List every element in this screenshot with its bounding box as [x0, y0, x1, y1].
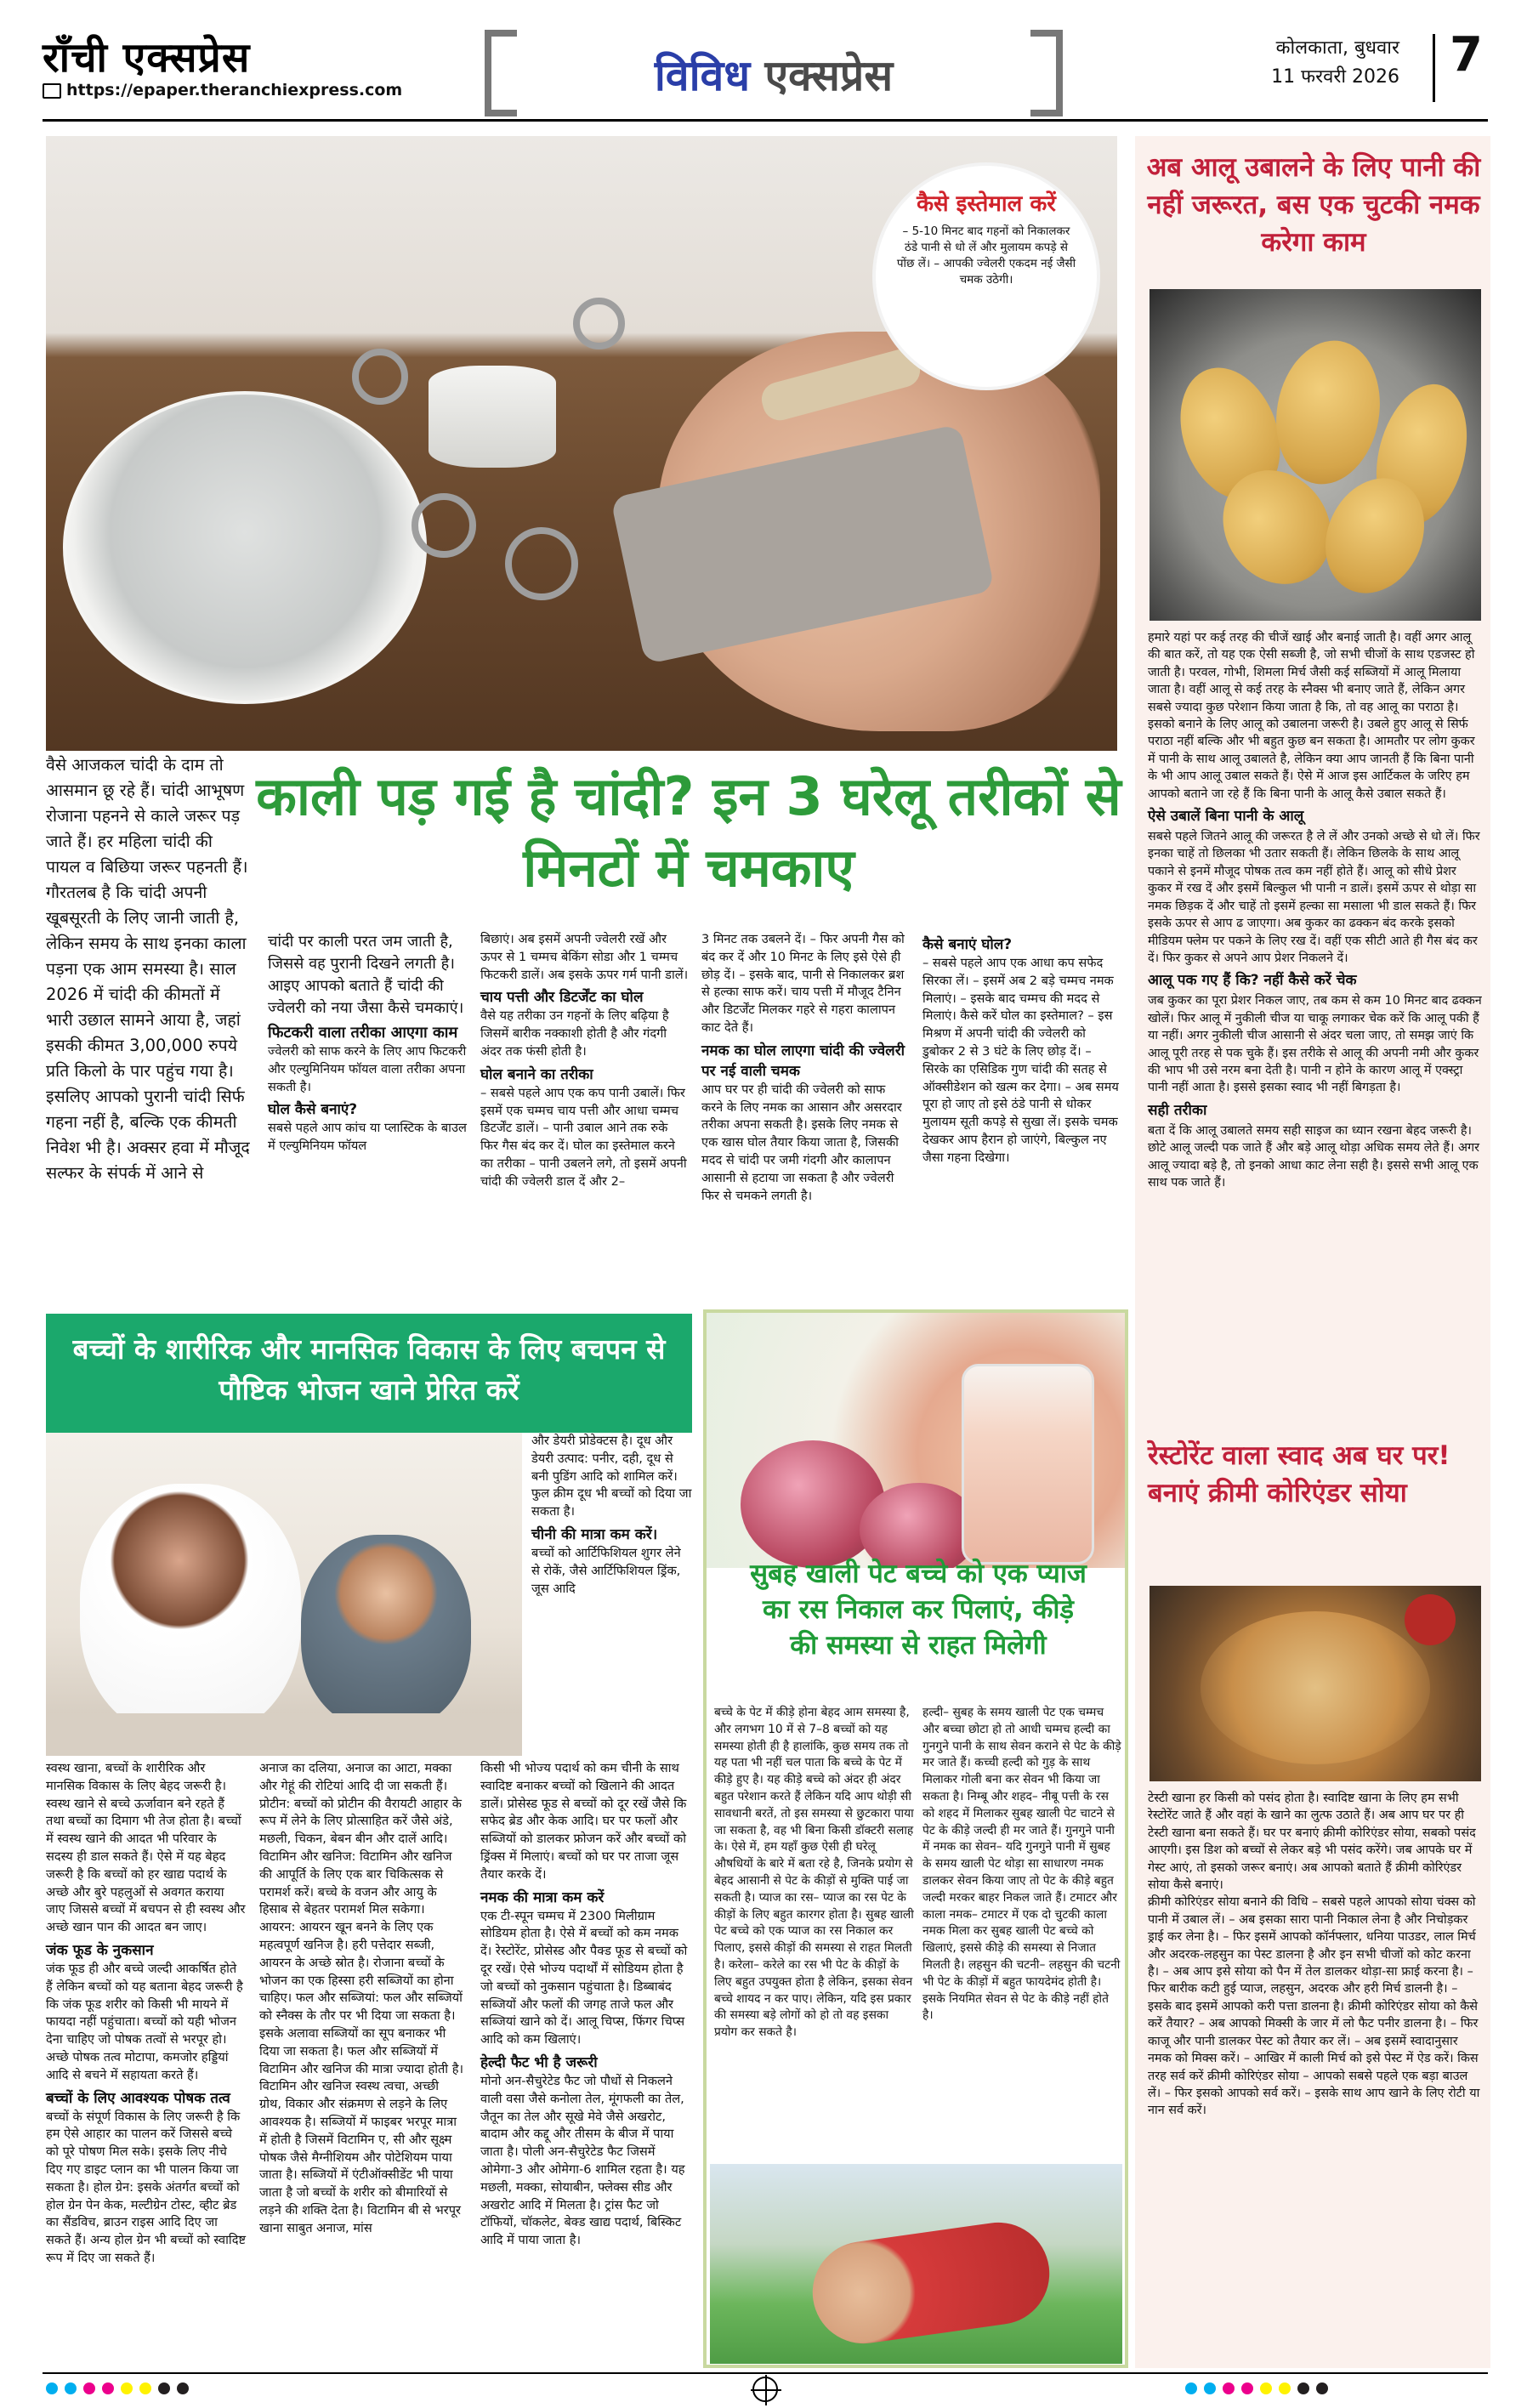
silver-col-1 — [268, 931, 468, 1156]
para: वैसे यह तरीका उन गहनों के लिए बढ़िया है जिसमें बारीक नक्काशी होती है और गंदगी अंदर तक फंसी होती है। — [480, 1008, 669, 1059]
dot — [121, 2382, 133, 2394]
para: और डेयरी प्रोडेक्टस है। दूध और डेयरी उत्पाद: पनीर, दही, दूध से बनी पुडिंग आदि को शामिल करें। फुल क्रीम दूध भी बच्चों को दिया जा सकता है। — [531, 1434, 692, 1519]
color-dots-left — [43, 2377, 192, 2402]
para: एक टी-स्पून चम्मच में 2300 मिलीग्राम सोडियम होता है। ऐसे में बच्चों को कम नमक दें। रेस्टोरेंट, प्रोसेस्ड और पैक्ड फूड से बच्चों को दूर रखें। ऐसे भोज्य पदार्थों में सोडियम होता है जो बच्चों को नुकसान पहुंचाता है। डिब्बाबंद सब्जियों और फलों की जगह ताजे फल और सब्जियां खाने को दें। आलू चिप्स, फिंगर चिप्स आदि को कम खिलाएं। — [480, 1908, 688, 2047]
para: जब कुकर का पूरा प्रेशर निकल जाए, तब कम से कम 10 मिनट बाद ढक्कन खोलें। फिर आलू में नुकीली चीज या चाकू लगाकर चेक करें कि आलू पकी हैं या नहीं। अगर नुकीली चीज आसानी से अंदर चला जाए, तो समझ जाएं कि आलू पूरी तरह से पक चुके हैं। इस तरीके से आलू की अपनी नमी और कुकर की भाप भी उसे नरम बना देती है। पानी न होने के कारण आलू में एक्स्ट्रा पानी नहीं आता है। इससे इसका स्वाद भी नहीं बिगड़ता है। — [1148, 994, 1482, 1095]
subhead: नमक का घोल लाएगा चांदी की ज्वेलरी पर नई वाली चमक — [701, 1042, 905, 1080]
url-text: https://epaper.theranchiexpress.com — [66, 81, 403, 99]
child-shape — [301, 1535, 471, 1730]
newspaper-logo — [43, 29, 383, 80]
table-shape — [46, 1713, 522, 1756]
dateline — [1178, 34, 1399, 92]
para: चांदी पर काली परत जम जाती है, जिससे वह पुरानी दिखने लगती है। आइए आपको बताते हैं चांदी की ज्वेलरी को नया जैसा कैसे चमकाएं। — [268, 933, 464, 1017]
para: स्वस्थ खाना, बच्चों के शारीरिक और मानसिक विकास के लिए बेहद जरूरी है। स्वस्थ खाने से बच्चे ऊर्जावान बने रहते हैं तथा बच्चों का दिमाग भी तेज होता है। बच्चों में स्वस्थ खाने की आदत भी परिवार के सदस्य ही डाल सकते हैं। ऐसे में यह बेहद जरूरी है कि बच्चों को हर खाद्य पदार्थ के अच्छे और बुरे पहलुओं से अवगत कराया जाए जिससे बच्चों में बचपन से ही स्वस्थ और अच्छे खान पान की आदत बन जाए। — [46, 1761, 246, 1935]
dot — [177, 2382, 189, 2394]
dot — [1223, 2382, 1235, 2394]
section-title — [485, 45, 1063, 103]
silver-headline: काली पड़ गई है चांदी? इन 3 घरेलू तरीकों से मिनटों में चमकाए — [256, 765, 1121, 899]
juice-jar-shape — [962, 1364, 1094, 1565]
onion-shape — [860, 1483, 979, 1568]
kids-col-1 — [46, 1760, 246, 2268]
korma-headline: रेस्टोरेंट वाला स्वाद अब घर पर! बनाएं क्रीमी कोरिएंडर सोया — [1148, 1440, 1450, 1508]
silver-intro: वैसे आजकल चांदी के दाम तो आसमान छू रहे हैं। चांदी आभूषण रोजाना पहनने से काले जरूर पड़ जाते हैं। हर महिला चांदी की पायल व बिछिया जरूर पहनती हैं। गौरतलब है कि चांदी अपनी खूबसूरती के लिए जानी जाती है, लेकिन समय के साथ इनका काला पड़ना एक आम समस्या है। साल 2026 में चांदी की कीमतों में भारी उछाल सामने आया है, जहां इसकी कीमत 3,00,000 रुपये प्रति किलो के पार पहुंच गया है। इसलिए आपको पुरानी चांदी सिर्फ गहना नहीं है, बल्कि एक कीमती निवेश भी है। अक्सर हवा में मौजूद सल्फर के संपर्क में आने से — [46, 755, 250, 1183]
dot — [46, 2382, 58, 2394]
onion-shape — [741, 1440, 885, 1568]
dot — [83, 2382, 95, 2394]
para: किसी भी भोज्य पदार्थ को कम चीनी के साथ स्वादिष्ट बनाकर बच्चों को खिलाने की आदत डालें। प्रोसेस्ड फूड से बच्चों को दूर रखें जैसे कि सफेद ब्रेड और केक आदि। घर पर फलों और सब्जियों को डालकर फ्रोजन करें और बच्चों को ड्रिंक्स में मिलाएं। बच्चों को घर पर ताजा जूस तैयार करके दें। — [480, 1761, 687, 1882]
dot — [1279, 2382, 1291, 2394]
para: बच्चों के संपूर्ण विकास के लिए जरूरी है कि हम ऐसे आहार का पालन करें जिससे बच्चे को पूरे पोषण मिल सके। इसके लिए नीचे दिए गए डाइट प्लान का भी पालन किया जा सकता है। होल ग्रेन: इसके अंतर्गत बच्चों को होल ग्रेन पेन केक, मल्टीग्रेन टोस्ट, व्हीट ब्रेड का सैंडविच, ब्राउन राइस आदि दिए जा सकते हैं। अन्य होल ग्रेन भी बच्चों को स्वादिष्ट रूप में दिए जा सकते हैं। — [46, 2109, 246, 2265]
subhead: जंक फूड के नुकसान — [46, 1941, 154, 1959]
subhead: घोल कैसे बनाएं? — [268, 1101, 358, 1119]
footer-rule — [43, 2372, 1488, 2374]
para: अनाज का दलिया, अनाज का आटा, मक्का और गेहूं की रोटियां आदि दी जा सकती हैं। प्रोटीन: बच्चों को प्रोटीन की वैरायटी आहार के रूप में लेने के लिए प्रोत्साहित करें जैसे अंडे, मछली, चिकन, बेबन बीन और दालें आदि। विटामिन और खनिज: विटामिन और खनिज की आपूर्ति के लिए एक बार चिकित्सक से परामर्श करें। बच्चे के वजन और आयु के हिसाब से बेहतर परामर्श मिल सकेगा। आयरन: आयरन खून बनने के लिए एक महत्वपूर्ण खनिज है। हरी पत्तेदार सब्जी, आयरन के अच्छे स्रोत है। रोजाना बच्चों के भोजन का एक हिस्सा हरी सब्जियों का होना चाहिए। फल और सब्जियां: फल और सब्जियों को स्नैक्स के तौर पर भी दिया जा सकता है। इसके अलावा सब्जियों का सूप बनाकर भी दिया जा सकता है। फल और सब्जियों में विटामिन और खनिज की मात्रा ज्यादा होती है। विटामिन और खनिज स्वस्थ त्वचा, अच्छी ग्रोथ, विकार और संक्रमण से लड़ने के लिए आवश्यक है। सब्जियों में फाइबर भरपूर मात्रा में होती है जिसमें विटामिन ए, सी और सूक्ष्म पोषक जैसे मैग्नीशियम और पोटेशियम पाया जाता है। सब्जियों में एंटीऑक्सीडेंट भी पाया जाता है जो बच्चों के शरीर को बीमारियों से लड़ने की शक्ति देता है। विटामिन बी से भरपूर खाना साबुत अनाज, मांस — [259, 1761, 464, 2235]
potato-shape — [1265, 332, 1391, 492]
potato-headline: अब आलू उबालने के लिए पानी की नहीं जरूरत, बस एक चुटकी नमक करेगा काम — [1146, 152, 1481, 258]
web-icon — [43, 83, 61, 99]
dot — [1204, 2382, 1216, 2394]
para: सबसे पहले जितने आलू की जरूरत है ले लें और उनको अच्छे से धो लें। फिर इनका चाहें तो छिलका भी उतार सकती हैं। लेकिन छिलके के साथ आलू पकाने से इनमें मौजूद पोषक तत्व कम नहीं होते हैं। आलू को सीधे प्रेशर कुकर में रख दें और इसमें बिल्कुल भी पानी न डालें। इसमें ऊपर से थोड़ा सा नमक छिड़क दें और चाहें तो इसमें हल्का सा मसाला भी डाल सकते हैं। फिर इसके ऊपर से आप ढ जाएगा। अब कुकर का ढक्कन बंद करके इसको मीडियम फ्लेम पर पकने के लिए रख दें। वहीं एक सीटी आते ही गैस बंद कर दें। फिर कुकर से अपने आप प्रेशर निकलने दें। — [1148, 830, 1480, 965]
sick-child-photo — [710, 2164, 1122, 2364]
potato-body — [1148, 629, 1484, 1191]
para: ज्वेलरी को साफ करने के लिए आप फिटकरी और एल्युमिनियम फॉयल वाला तरीका अपना सकती है। — [268, 1044, 467, 1094]
subhead: बच्चों के लिए आवश्यक पोषक तत्व — [46, 2089, 230, 2107]
dot — [158, 2382, 170, 2394]
subhead: चीनी की मात्रा कम करें। — [531, 1525, 658, 1543]
ring-shape — [412, 493, 476, 558]
para: बता दें कि आलू उबालते समय सही साइज का ध्यान रखना बेहद जरूरी है। छोटे आलू जल्दी पक जाते हैं और बड़े आलू थोड़ा अधिक समय लेते हैं। अगर आलू ज्यादा बड़े है, तो इनको आधा काट लेना सही है। इससे सभी आलू एक साथ पक जाते हैं। — [1148, 1123, 1479, 1190]
silver-col-4 — [922, 931, 1120, 1167]
city-day: कोलकाता, बुधवार — [1275, 37, 1399, 59]
para: आप घर पर ही चांदी की ज्वेलरी को साफ करने के लिए नमक का आसान और असरदार तरीका अपना सकती है। इसके लिए नमक से एक खास घोल तैयार किया जाता है, जिसकी मदद से चांदी पर जमी गंदगी और कालापन आसानी से हटाया जा सकता है और ज्वेलरी फिर से चमकने लगती है। — [701, 1082, 902, 1203]
child-shape — [806, 2216, 1056, 2350]
subhead: हेल्दी फैट भी है जरूरी — [480, 2053, 598, 2071]
color-dots-right — [1182, 2377, 1331, 2402]
dot — [139, 2382, 151, 2394]
header-rule — [43, 119, 1488, 122]
issue-date: 11 फरवरी 2026 — [1271, 66, 1399, 88]
tomato-shape — [1405, 1594, 1456, 1645]
kids-col-4 — [480, 1760, 693, 2250]
kids-col-2 — [531, 1433, 693, 1598]
section-title-b: एक्सप्रेस — [764, 50, 894, 100]
para: – सबसे पहले आप एक आधा कप सफेद सिरका लें। – इसमें अब 2 बड़े चम्मच नमक मिलाएं। – इसके बाद चम्मच की मदद से मिलाएं। कैसे करें घोल का इस्तेमाल? – इस मिश्रण में अपनी चांदी की ज्वेलरी को डुबोकर 2 से 3 घंटे के लिए छोड़ दें। – सिरके का एसिडिक गुण चांदी की सतह से ऑक्सीडेशन को खत्म कर देगा। – अब समय पूरा हो जाए तो इसे ठंडे पानी से धोकर मुलायम सूती कपड़े से सुखा लें। इसके चमक देखकर आप हैरान हो जाएंगे, बिल्कुल नए जैसा गहना दिखेगा। — [922, 956, 1119, 1165]
subhead: घोल बनाने का तरीका — [480, 1065, 593, 1083]
para: टेस्टी खाना हर किसी को पसंद होता है। स्वादिष्ट खाना के लिए हम सभी रेस्टोरेंट जाते हैं और वहां के खाने का लुत्फ उठाते हैं। अब आप घर पर ही टेस्टी खाना बना सकते हैं। घर पर बनाएं क्रीमी कोरिएंडर सोया, सबको पसंद आएगी। इस डिश को बच्चों से लेकर बड़े भी पसंद करेंगे। जब आपके घर में गेस्ट आएं, तो इसको जरूर बनाएं। अब आपको बताते हैं क्रीमी कोरिएंडर सोया कैसे बनाएं। — [1148, 1792, 1476, 1893]
dot — [1241, 2382, 1253, 2394]
kids-photo — [46, 1433, 522, 1756]
para: जंक फूड ही और बच्चे जल्दी आकर्षित होते हैं लेकिन बच्चों को यह बताना बेहद जरूरी है कि जंक फूड शरीर को किसी भी मायने में फायदा नहीं पहुंचाता। बच्चों को यही भोजन देना चाहिए जो पोषक तत्वों से भरपूर हो। अच्छे पोषक तत्व मोटापा, कमजोर हड्डियां आदि से बचने में सहायता करते हैं। — [46, 1961, 243, 2082]
dot — [65, 2382, 77, 2394]
silver-col-3 — [701, 931, 910, 1205]
silver-col-2 — [480, 931, 689, 1191]
recipe: क्रीमी कोरिएंडर सोया बनाने की विधि – सबसे पहले आपको सोया चंक्स को पानी में उबाल लें। – अब इसका सारा पानी निकाल लेना है और निचोड़कर ड्राई कर लेना है। – फिर इसमें आपको कॉर्नफ्लार, धनिया पाउडर, लाल मिर्च और अदरक-लहसुन का पेस्ट डालना है और इन सभी चीजों को कोट करना है। – अब आप इसे सोया को पैन में तेल डालकर थोड़ा-सा फ्राई करना है। – फिर बारीक कटी हुई प्याज, लहसुन, अदरक और हरी मिर्च डालनी है। – इसके बाद इसमें आपको करी पत्ता डालना है। क्रीमी कोरिएंडर सोया को कैसे करें तैयार? – अब आपको मिक्सी के जार में लो फैट पनीर डालना है। – फिर काजू और पानी डालकर पेस्ट को तैयार कर लें। – अब इसमें स्वादानुसार नमक को मिक्स करें। – आखिर में काली मिर्च को इसे पेस्ट में ऐड करें। किस तरह सर्व करें क्रीमी कोरिएंडर सोया – आपको सबसे पहले एक बड़ा बाउल लें। – फिर इसको आपको सर्व करें। – इसके साथ आप खाने के लिए रोटी या नान सर्व करें। — [1148, 1895, 1480, 2118]
ring-shape — [505, 527, 578, 600]
dot — [1316, 2382, 1328, 2394]
bowl-shape — [63, 391, 427, 704]
subhead: फिटकरी वाला तरीका आएगा काम — [268, 1024, 458, 1042]
subhead: ऐसे उबालें बिना पानी के आलू — [1148, 808, 1304, 826]
section-header — [485, 30, 1063, 106]
bowl-shape — [1201, 1611, 1430, 1764]
subhead: आलू पक गए हैं कि? नहीं कैसे करें चेक — [1148, 972, 1357, 990]
dot — [1297, 2382, 1309, 2394]
subhead: चाय पत्ती और डिटर्जेंट का घोल — [480, 989, 644, 1007]
mother-shape — [80, 1484, 301, 1739]
onion-col-1: बच्चे के पेट में कीड़े होना बेहद आम समस्या है, और लगभग 10 में से 7–8 बच्चों को यह समस्या होती ही है हालांकि, कुछ समय तक तो यह पता भी नहीं चल पाता कि बच्चे के पेट में कीड़े हुए है। यह कीड़े बच्चे को अंदर ही अंदर बहुत परेशान करते हैं लेकिन यदि आप थोड़ी सी सावधानी बरतें, तो इस समस्या से छुटकारा पाया जा सकता है, वह भी बिना किसी डॉक्टरी सलाह के। ऐसे में, हम यहाँ कुछ ऐसी ही घरेलू औषधियों के बारे में बता रहे है, जिनके प्रयोग से बेहद आसानी से पेट के कीड़ों से मुक्ति पाई जा सकती है। प्याज का रस– प्याज का रस पेट के कीड़ों के लिए बहुत कारगर होता है। सुबह खाली पेट बच्चे को एक प्याज का रस निकाल कर पिलाए, इससे कीड़ों की समस्या से राहत मिलती है। करेला– करेले का रस भी पेट के कीड़ों के लिए बहुत उपयुक्त होता है लेकिन, इसका सेवन बच्चे शायद न कर पाए। लेकिन, यदि इस प्रकार की समस्या बड़े लोगों को हो तो वह इसका प्रयोग कर सकते है। — [714, 1706, 914, 2040]
subhead: कैसे बनाएं घोल? — [922, 936, 1013, 953]
para: मोनो अन-सैचुरेटेड फैट जो पौधों से निकलने वाली वसा जैसे कनोला तेल, मूंगफली का तेल, जैतून का तेल और सूखे मेवे जैसे अखरोट, बादाम और कद्दू और तीसम के बीज में पाया जाता है। पोली अन-सैचुरेटेड फैट जिसमें ओमेगा-3 और ओमेगा-6 शामिल रहता है। यह मछली, मक्का, सोयाबीन, फ्लेक्स सीड और अखरोट आदि में मिलता है। ट्रांस फैट जो टॉफियों, चॉकलेट, बेक्ड खाद्य पदार्थ, बिस्किट आदि में पाया जाता है। — [480, 2073, 685, 2248]
para: हमारे यहां पर कई तरह की चीजें खाई और बनाई जाती है। वहीं अगर आलू की बात करें, तो यह एक ऐसी सब्जी है, जो सभी चीजों के साथ एडजस्ट हो जाती है। परवल, गोभी, शिमला मिर्च जैसी कई सब्जियों में आलू मिलाया जाता है। वहीं आलू से कई तरह के स्नैक्स भी बनाए जाते हैं, लेकिन अगर सबसे ज्यादा कुछ परेशान किया जाता है कि, तो वह आलू का पराठा है। इसको बनाने के लिए आलू को उबालना जरूरी है। उबले हुए आलू से सिर्फ पराठा नहीं बल्कि और भी बहुत कुछ बन सकता है। आमतौर पर लोग कुकर में पानी के साथ आलू उबालते है, लेकिन क्या आप जानती हैं कि बिना पानी के भी आप आलू उबाल सकते हैं। ऐसे में आज इस आर्टिकल के जरिए हम आपको बताने जा रहे हैं कि बिना पानी के आलू कैसे उबाल सकते हैं। — [1148, 631, 1475, 801]
korma-photo — [1150, 1586, 1481, 1781]
epaper-url[interactable] — [43, 81, 402, 99]
kids-headline: बच्चों के शारीरिक और मानसिक विकास के लिए बचपन से पौष्टिक भोजन खाने प्रेरित करें — [46, 1314, 692, 1433]
ring-shape — [573, 298, 625, 349]
dot — [1260, 2382, 1272, 2394]
section-title-a: विविध — [654, 50, 751, 100]
potato-photo — [1150, 289, 1481, 621]
para: – सबसे पहले आप एक कप पानी उबालें। फिर इसमें एक चम्मच चाय पत्ती और आधा चम्मच डिटर्जेंट डालें। – पानी उबाल आने तक रुके फिर गैस बंद कर दें। घोल का इस्तेमाल करने का तरीका – पानी उबलने लगे, तो इसमें अपनी चांदी की ज्वेलरी डाल दें और 2– — [480, 1085, 687, 1189]
logo-text: राँची एक्सप्रेस — [43, 34, 251, 82]
onion-headline: सुबह खाली पेट बच्चे को एक प्याज का रस निकाल कर पिलाएं, कीड़े की समस्या से राहत मिलेगी — [750, 1559, 1087, 1661]
subhead: नमक की मात्रा कम करें — [480, 1888, 605, 1906]
para: बच्चों को आर्टिफिशियल शुगर लेने से रोकें, जैसे आर्टिफिशियल ड्रिंक, जूस आदि — [531, 1545, 681, 1596]
para: सबसे पहले आप कांच या प्लास्टिक के बाउल में एल्युमिनियम फॉयल — [268, 1121, 467, 1154]
subhead: सही तरीका — [1148, 1101, 1207, 1119]
ring-shape — [352, 349, 408, 405]
onion-photo — [707, 1313, 1125, 1568]
para: 3 मिनट तक उबलने दें। – फिर अपनी गैस को बंद कर दें और 10 मिनट के लिए इसे ऐसे ही छोड़ दें। – इसके बाद, पानी से निकालकर ब्रश से हल्का साफ करें। चाय पत्ती में मौजूद टैनिन और डिटर्जेंट मिलकर गहरे से गहरा कालापन काट देते हैं। — [701, 932, 905, 1035]
dot — [1185, 2382, 1197, 2394]
dot — [102, 2382, 114, 2394]
onion-col-2: हल्दी– सुबह के समय खाली पेट एक चम्मच और बच्चा छोटा हो तो आधी चम्मच हल्दी का गुनगुने पानी के साथ सेवन कराने से पेट के कीड़े मर जाते हैं। कच्ची हल्दी को गुड़ के साथ मिलाकर गोली बना कर सेवन भी किया जा सकता है। निम्बू और शहद– नीबू पत्ती के रस को शहद में मिलाकर सुबह खाली पेट चाटने से पेट के कीड़े जल्दी ही मर जाते हैं। गुनगुने पानी में नमक का सेवन– यदि गुनगुने पानी में सुबह के समय खाली पेट थोड़ा सा साधारण नमक डालकर सेवन किया जाए तो पेट के कीड़े बहुत जल्दी मरकर बाहर निकल जाते हैं। टमाटर और काला नमक– टमाटर में एक दो चुटकी काला नमक मिला कर सुबह खाली पेट बच्चे को खिलाएं, इससे कीड़े की समस्या से निजात मिलती है। लहसुन की चटनी– लहसुन की चटनी भी पेट के कीड़ों में बहुत फायदेमंद होती है। इसके नियमित सेवन से पेट के कीड़े नहीं होते है। — [922, 1706, 1121, 2023]
callout-title: कैसे इस्तेमाल करें — [917, 191, 1056, 217]
para: बिछाएं। अब इसमें अपनी ज्वेलरी रखें और ऊपर से 1 चम्मच बेकिंग सोडा और 1 चम्मच फिटकरी डालें। अब इसके ऊपर गर्म पानी डालें। — [480, 932, 689, 982]
usage-callout — [876, 166, 1097, 387]
registration-mark-icon — [752, 2377, 778, 2402]
callout-body: – 5-10 मिनट बाद गहनों को निकालकर ठंडे पानी से धो लें और मुलायम कपड़े से पोंछ लें। – आपकी ज्वेलरी एकदम नई जैसी चमक उठेगी। — [896, 224, 1076, 287]
jar-shape — [429, 366, 556, 468]
page-number: 7 — [1450, 27, 1483, 82]
kids-col-3 — [259, 1760, 463, 2238]
korma-body — [1148, 1790, 1484, 2120]
